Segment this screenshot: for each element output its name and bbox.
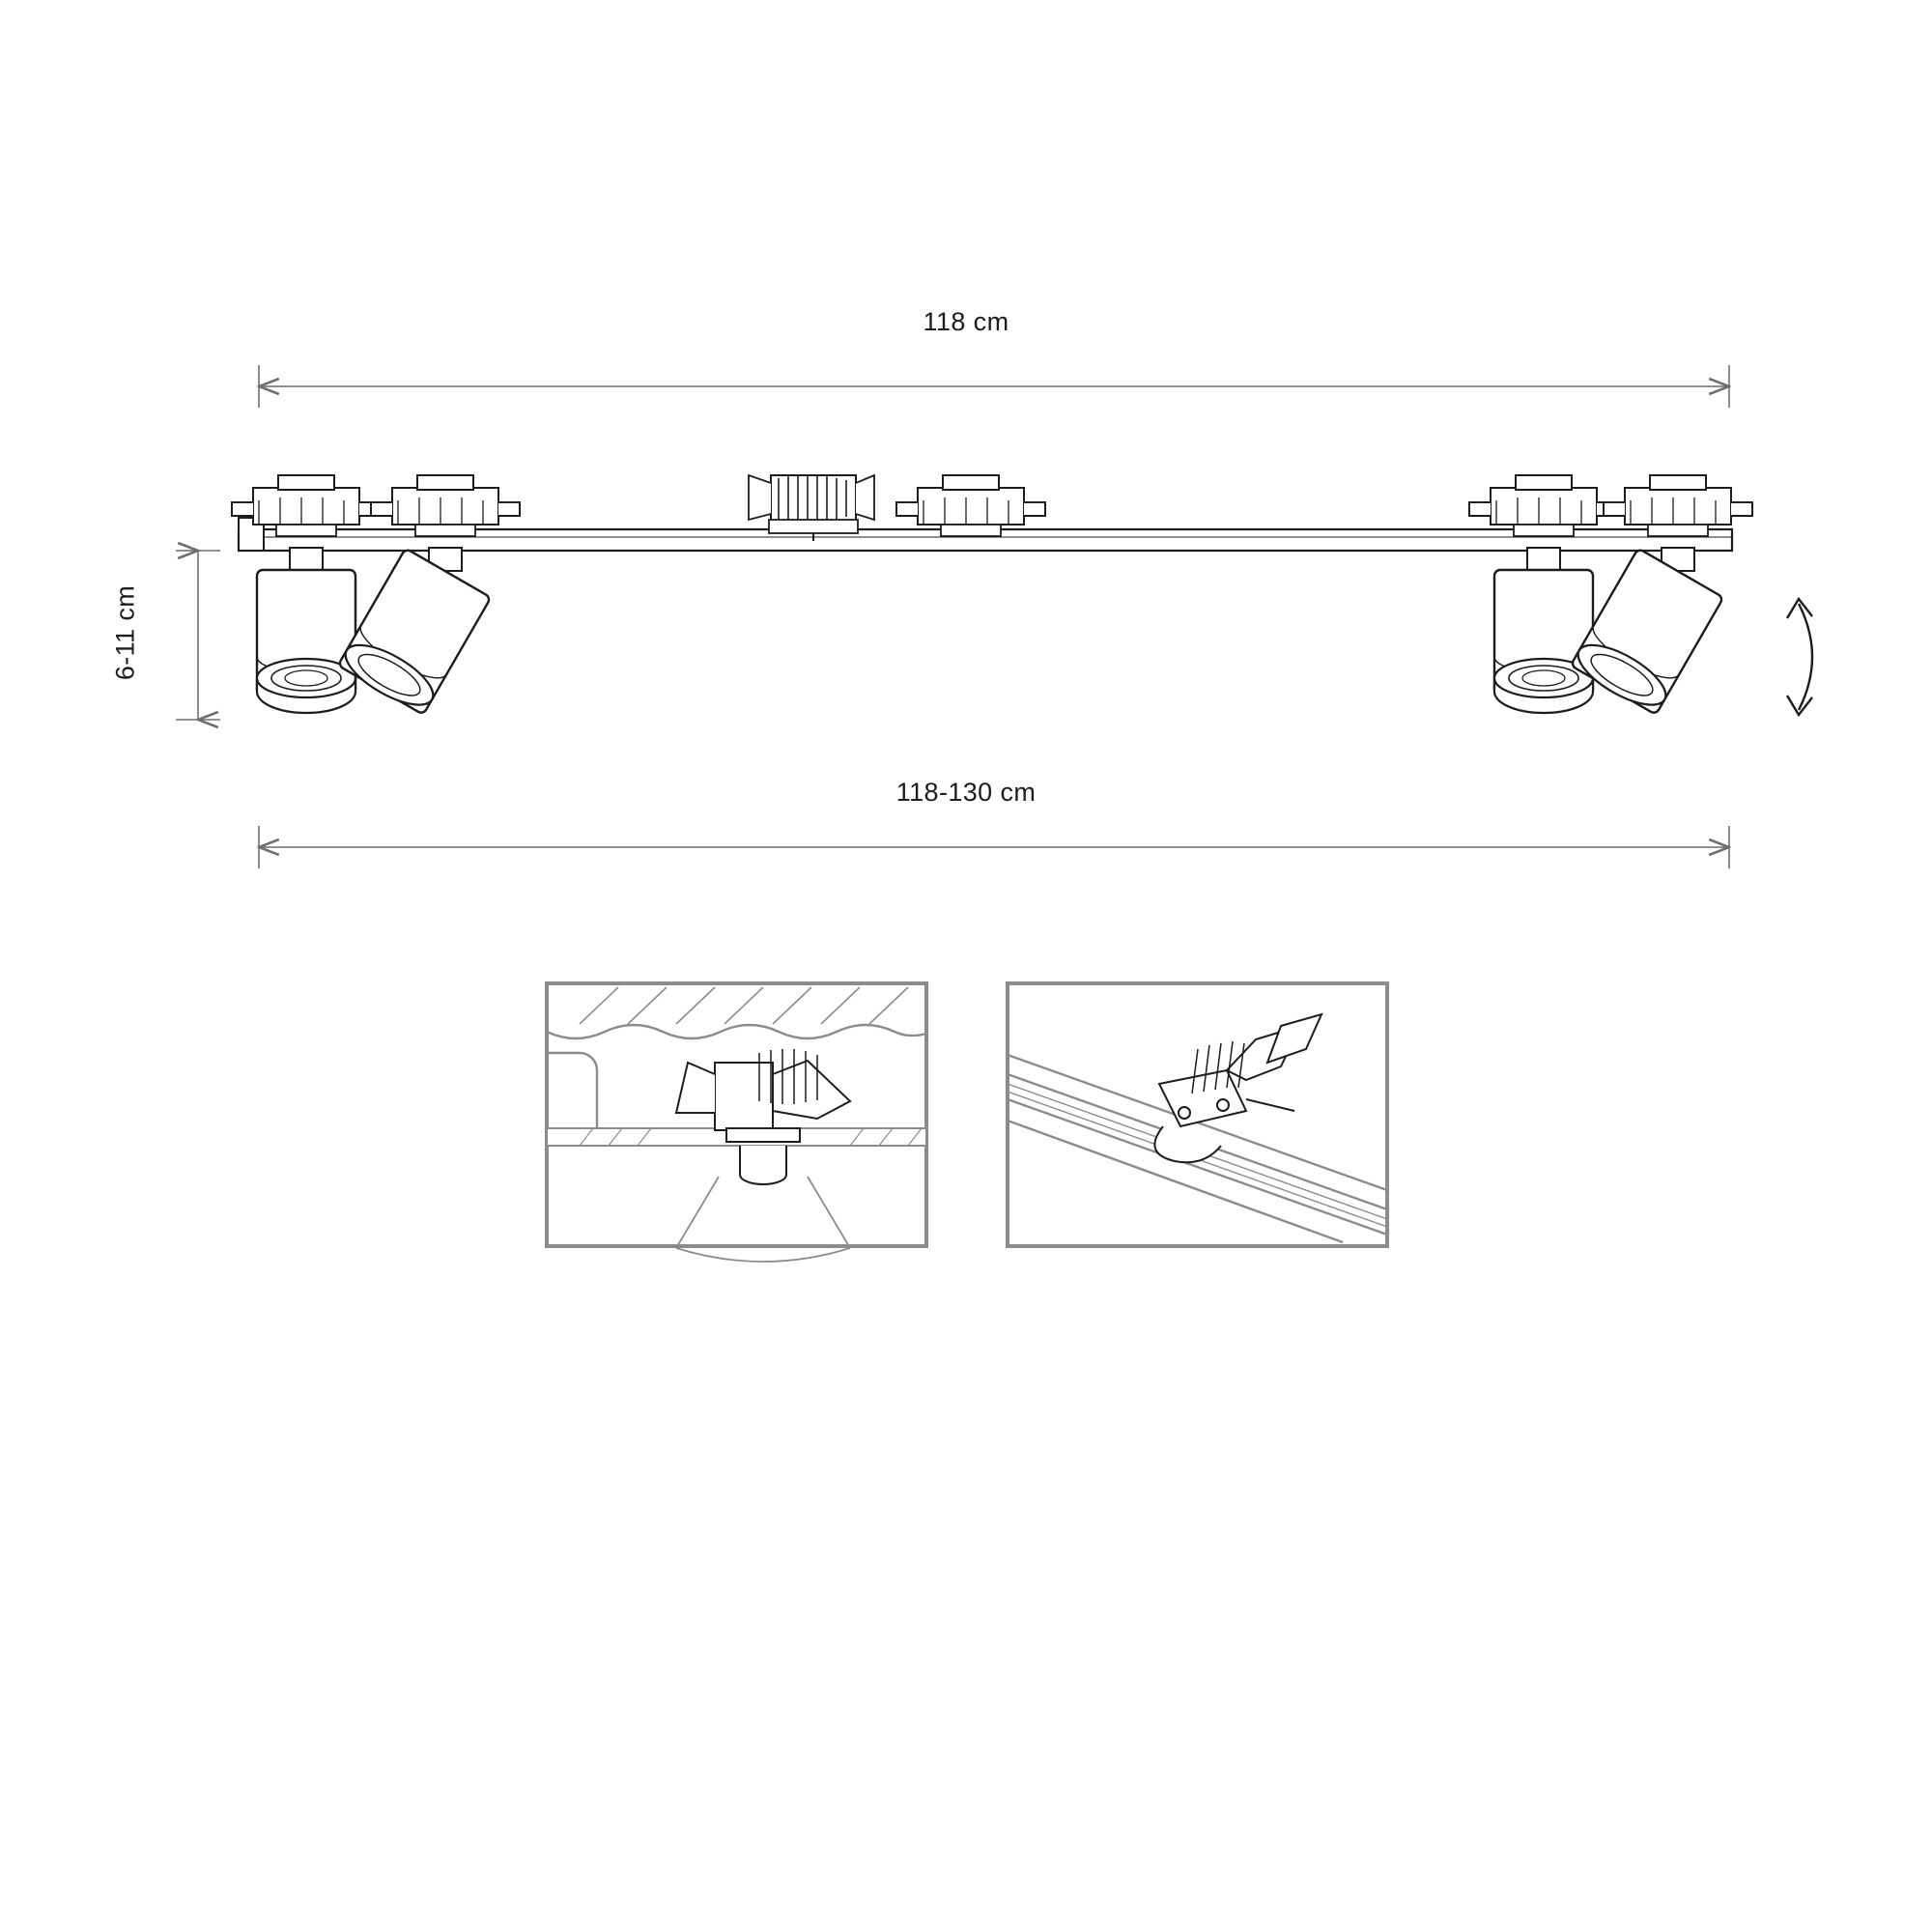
- bottom-dimension-line: [259, 826, 1729, 868]
- tilt-arc-arrow-icon: [1787, 599, 1812, 715]
- top-dimension-line: [259, 365, 1729, 408]
- spot-3-track-adapter: [1469, 475, 1618, 536]
- track-connector-right-of-center: [896, 475, 1045, 536]
- spot-4-track-adapter: [1604, 475, 1752, 536]
- spot-2-track-adapter: [371, 475, 520, 536]
- top-dimension-label: 118 cm: [923, 307, 1009, 336]
- detail-track-clip: [1008, 983, 1387, 1246]
- height-dimension-label: 6-11 cm: [110, 584, 140, 681]
- height-dimension-line: [176, 551, 220, 720]
- bottom-dimension-label: 118-130 cm: [895, 778, 1037, 807]
- detail-ceiling-mount: [547, 983, 926, 1262]
